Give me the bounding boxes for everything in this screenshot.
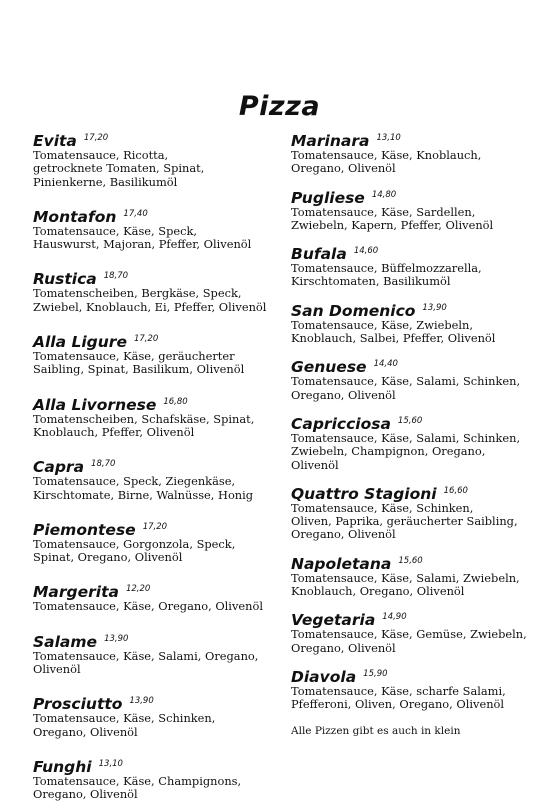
ingredients-line: Knoblauch, Salbei, Pfeffer, Olivenöl xyxy=(291,331,496,346)
ingredients-line: Tomatensauce, Käse, scharfe Salami, xyxy=(291,683,506,698)
pizza-name: Marinara xyxy=(291,132,370,150)
ingredients-line: Tomatenscheiben, Schafskäse, Spinat, xyxy=(33,411,255,426)
menu-item-header xyxy=(33,128,288,148)
ingredients-line: Hauswurst, Majoran, Pfeffer, Olivenöl xyxy=(33,237,252,252)
menu-item xyxy=(33,204,288,252)
ingredients-line: Tomatensauce, Büffelmozzarella, xyxy=(291,261,482,276)
menu-item xyxy=(33,392,288,440)
ingredients-line: Oregano, Olivenöl xyxy=(33,787,138,802)
ingredients-line: Tomatensauce, Käse, Oregano, Olivenöl xyxy=(33,599,263,614)
menu-column-left xyxy=(33,128,288,802)
ingredients-line: Tomatensauce, Käse, Sardellen, xyxy=(291,204,476,219)
ingredients-line: Tomatensauce, Käse, Schinken, xyxy=(33,711,216,726)
pizza-ingredients xyxy=(33,413,288,440)
footnote: Alle Pizzen gibt es auch in klein xyxy=(291,724,461,737)
pizza-name: Vegetaria xyxy=(291,611,376,630)
menu-item-header xyxy=(291,411,553,431)
pizza-ingredients xyxy=(33,600,288,613)
pizza-name: Alla Livornese xyxy=(33,395,157,414)
ingredients-line: Tomatensauce, Käse, Zwiebeln, xyxy=(291,317,473,332)
menu-item-header xyxy=(33,754,288,774)
ingredients-line: Tomatensauce, Käse, Schinken, xyxy=(291,500,474,515)
menu-item-header xyxy=(33,454,288,477)
menu-item-header xyxy=(33,266,288,289)
pizza-name: Salame xyxy=(33,632,98,651)
ingredients-line: Tomatensauce, Käse, Salami, Schinken, xyxy=(291,430,521,445)
pizza-price: 14,40 xyxy=(373,359,398,370)
menu-item xyxy=(291,128,553,176)
menu-item xyxy=(291,607,553,655)
pizza-price: 13,10 xyxy=(376,133,401,143)
pizza-ingredients xyxy=(33,475,288,502)
menu-item-header xyxy=(33,392,288,412)
menu-item-header xyxy=(291,664,553,684)
pizza-price: 14,80 xyxy=(371,189,397,200)
pizza-name: Pugliese xyxy=(291,188,365,207)
ingredients-line: Oregano, Olivenöl xyxy=(291,640,396,655)
pizza-ingredients xyxy=(291,149,553,176)
pizza-ingredients xyxy=(33,287,288,314)
ingredients-line: Zwiebeln, Kapern, Pfeffer, Olivenöl xyxy=(291,217,494,232)
pizza-ingredients xyxy=(291,262,553,289)
pizza-price: 13,90 xyxy=(104,633,129,644)
menu-item-header xyxy=(33,329,288,352)
pizza-price: 15,60 xyxy=(397,415,423,426)
pizza-price: 18,70 xyxy=(91,459,116,470)
ingredients-line: getrocknete Tomaten, Spinat, xyxy=(33,161,205,176)
pizza-price: 15,90 xyxy=(363,668,388,679)
pizza-name: Piemontese xyxy=(33,520,136,539)
ingredients-line: Oregano, Olivenöl xyxy=(291,527,396,542)
pizza-price: 15,60 xyxy=(398,555,423,566)
menu-item xyxy=(291,354,553,402)
menu-item xyxy=(291,185,553,233)
pizza-ingredients xyxy=(291,206,553,233)
menu-item-header xyxy=(291,551,553,571)
ingredients-line: Oregano, Olivenöl xyxy=(291,161,396,176)
pizza-ingredients xyxy=(291,502,553,542)
pizza-name: Montafon xyxy=(33,207,117,226)
pizza-price: 17,20 xyxy=(142,521,168,532)
menu-item xyxy=(291,241,553,289)
menu-item xyxy=(33,629,288,677)
ingredients-line: Knoblauch, Pfeffer, Olivenöl xyxy=(33,424,195,439)
menu-item-header xyxy=(33,629,288,649)
pizza-name: Genuese xyxy=(291,358,367,377)
menu-item xyxy=(291,298,553,346)
pizza-price: 18,70 xyxy=(103,271,129,282)
pizza-name: Prosciutto xyxy=(33,695,123,714)
pizza-name: Diavola xyxy=(291,667,357,686)
menu-item xyxy=(291,481,553,542)
ingredients-line: Tomatensauce, Käse, Gemüse, Zwiebeln, xyxy=(291,627,527,642)
ingredients-line: Pfefferoni, Oliven, Oregano, Olivenöl xyxy=(291,697,505,712)
pizza-ingredients xyxy=(33,350,288,377)
pizza-ingredients xyxy=(33,712,288,739)
pizza-price: 16,80 xyxy=(163,396,188,407)
menu-item-header xyxy=(33,517,288,537)
menu-item-header xyxy=(291,298,553,318)
ingredients-line: Kirschtomaten, Basilikumöl xyxy=(291,274,451,289)
ingredients-line: Saibling, Spinat, Basilikum, Olivenöl xyxy=(33,362,245,377)
menu-item xyxy=(291,551,553,599)
menu-item-header xyxy=(291,481,553,501)
ingredients-line: Tomatensauce, Käse, Champignons, xyxy=(33,773,242,788)
menu-item xyxy=(291,411,553,472)
pizza-ingredients xyxy=(33,650,288,677)
pizza-ingredients xyxy=(291,375,553,402)
pizza-ingredients xyxy=(33,225,288,252)
pizza-name: San Domenico xyxy=(291,301,416,320)
ingredients-line: Tomatensauce, Käse, Salami, Schinken, xyxy=(291,374,521,389)
pizza-name: Capra xyxy=(33,458,85,477)
ingredients-line: Spinat, Oregano, Olivenöl xyxy=(33,550,183,565)
pizza-ingredients xyxy=(33,775,288,802)
pizza-price: 17,40 xyxy=(123,208,148,219)
pizza-price: 13,90 xyxy=(422,302,447,313)
pizza-price: 14,90 xyxy=(382,612,407,623)
ingredients-line: Tomatenscheiben, Bergkäse, Speck, xyxy=(33,286,242,301)
page-title: Pizza xyxy=(238,91,321,122)
menu-item xyxy=(33,517,288,565)
ingredients-line: Olivenöl xyxy=(291,457,339,472)
menu-item-header xyxy=(291,354,553,377)
pizza-price: 14,60 xyxy=(353,246,379,257)
pizza-price: 13,90 xyxy=(129,696,154,707)
ingredients-line: Oliven, Paprika, geräucherter Saibling, xyxy=(291,514,518,529)
pizza-price: 13,10 xyxy=(98,758,123,769)
ingredients-line: Oregano, Olivenöl xyxy=(291,387,396,402)
pizza-ingredients xyxy=(291,572,553,599)
ingredients-line: Tomatensauce, Speck, Ziegenkäse, xyxy=(33,474,236,489)
menu-item xyxy=(291,664,553,712)
pizza-price: 12,20 xyxy=(125,584,151,595)
ingredients-line: Tomatensauce, Käse, Knoblauch, xyxy=(291,148,482,162)
pizza-name: Evita xyxy=(33,132,77,150)
pizza-ingredients xyxy=(291,628,553,655)
menu-item-header xyxy=(33,204,288,224)
pizza-ingredients xyxy=(33,149,288,189)
ingredients-line: Zwiebel, Knoblauch, Ei, Pfeffer, Olivenöl xyxy=(33,299,267,314)
menu-item xyxy=(33,691,288,739)
pizza-price: 16,60 xyxy=(443,485,468,496)
pizza-ingredients xyxy=(291,319,553,346)
menu-item xyxy=(33,128,288,189)
pizza-ingredients xyxy=(33,538,288,565)
pizza-ingredients xyxy=(291,432,553,472)
ingredients-line: Zwiebeln, Champignon, Oregano, xyxy=(291,444,486,459)
pizza-name: Margerita xyxy=(33,583,119,602)
ingredients-line: Tomatensauce, Käse, Speck, xyxy=(33,223,198,238)
ingredients-line: Pinienkerne, Basilikumöl xyxy=(33,174,178,189)
ingredients-line: Tomatensauce, Käse, geräucherter xyxy=(33,349,235,364)
pizza-name: Funghi xyxy=(33,757,92,776)
menu-item-header xyxy=(291,128,553,148)
ingredients-line: Tomatensauce, Ricotta, xyxy=(33,148,169,162)
menu-item-header xyxy=(291,185,553,205)
ingredients-line: Olivenöl xyxy=(33,662,81,677)
pizza-ingredients xyxy=(291,685,553,712)
pizza-name: Bufala xyxy=(291,245,347,264)
menu-item xyxy=(33,454,288,502)
ingredients-line: Knoblauch, Oregano, Olivenöl xyxy=(291,584,465,599)
menu-item xyxy=(33,579,288,613)
menu-item-header xyxy=(33,691,288,714)
pizza-name: Alla Ligure xyxy=(33,333,127,352)
menu-column-right xyxy=(291,128,553,738)
menu-item-header xyxy=(291,241,553,264)
pizza-name: Quattro Stagioni xyxy=(291,484,437,503)
pizza-name: Napoletana xyxy=(291,554,392,573)
ingredients-line: Tomatensauce, Käse, Salami, Zwiebeln, xyxy=(291,570,520,585)
menu-item xyxy=(33,754,288,802)
menu-item-header xyxy=(33,579,288,602)
menu-item xyxy=(33,329,288,377)
ingredients-line: Kirschtomate, Birne, Walnüsse, Honig xyxy=(33,487,254,502)
menu-item xyxy=(33,266,288,314)
ingredients-line: Tomatensauce, Gorgonzola, Speck, xyxy=(33,536,236,551)
pizza-name: Rustica xyxy=(33,270,97,289)
menu-item-header xyxy=(291,607,553,630)
ingredients-line: Oregano, Olivenöl xyxy=(33,724,138,739)
pizza-price: 17,20 xyxy=(83,133,109,143)
ingredients-line: Tomatensauce, Käse, Salami, Oregano, xyxy=(33,648,259,663)
pizza-price: 17,20 xyxy=(133,334,159,345)
pizza-name: Capricciosa xyxy=(291,414,391,433)
